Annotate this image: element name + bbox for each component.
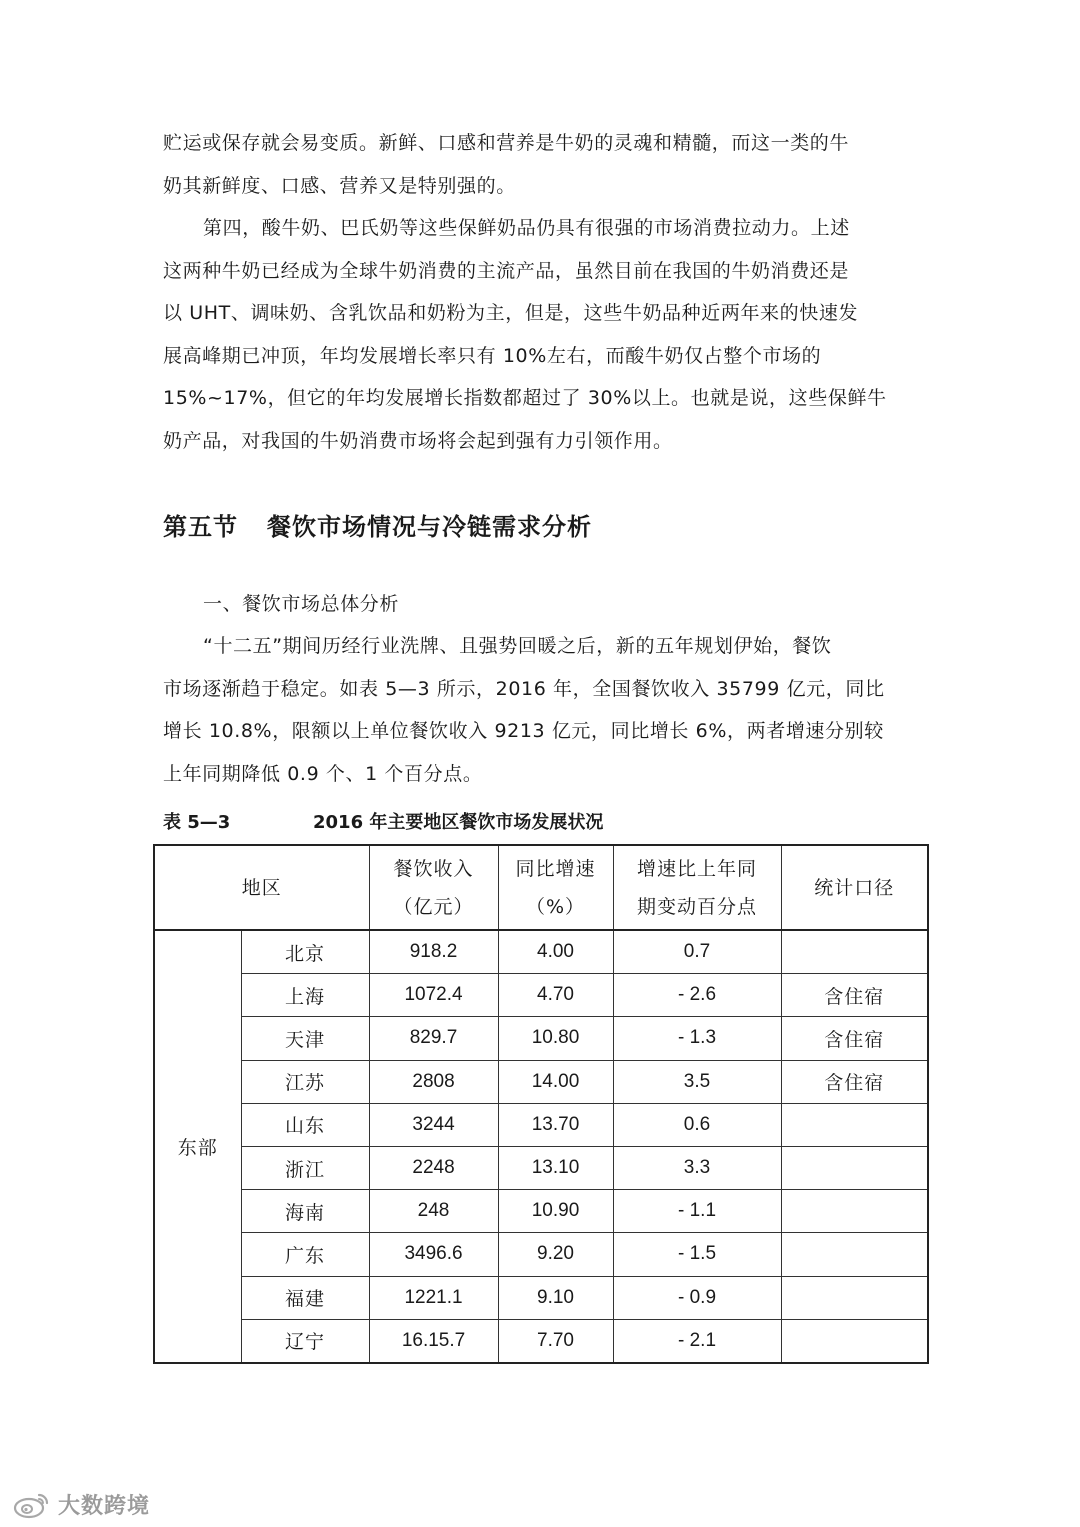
cell-revenue: 918.2 bbox=[369, 930, 498, 974]
cell-revenue: 16.15.7 bbox=[369, 1319, 498, 1363]
cell-revenue: 1221.1 bbox=[369, 1276, 498, 1319]
region-group-east: 东部 bbox=[154, 930, 241, 1363]
cell-city: 北京 bbox=[241, 930, 369, 974]
cell-revenue: 1072.4 bbox=[369, 974, 498, 1017]
cell-revenue: 3244 bbox=[369, 1103, 498, 1146]
cell-city: 山东 bbox=[241, 1103, 369, 1146]
header-scope: 统计口径 bbox=[781, 845, 928, 930]
table-row bbox=[154, 930, 928, 974]
text-line: “十二五”期间历经行业洗牌、且强势回暖之后，新的五年规划伊始，餐饮 bbox=[203, 635, 832, 657]
cell-change: - 1.5 bbox=[613, 1233, 781, 1276]
cell-growth: 10.90 bbox=[498, 1190, 613, 1233]
watermark bbox=[12, 1486, 150, 1522]
text-line: 贮运或保存就会易变质。新鲜、口感和营养是牛奶的灵魂和精髓，而这一类的牛 bbox=[163, 132, 850, 154]
cell-scope bbox=[781, 1276, 928, 1319]
header-revenue-line2: （亿元） bbox=[393, 895, 474, 918]
header-change-line2: 期变动百分点 bbox=[637, 895, 758, 918]
paragraph-milk-freshness bbox=[163, 122, 919, 207]
cell-city: 广东 bbox=[241, 1233, 369, 1276]
cell-city: 海南 bbox=[241, 1190, 369, 1233]
cell-change: - 0.9 bbox=[613, 1276, 781, 1319]
cell-city: 江苏 bbox=[241, 1060, 369, 1103]
cell-change: - 1.1 bbox=[613, 1190, 781, 1233]
text-line: 第四，酸牛奶、巴氏奶等这些保鲜奶品仍具有很强的市场消费拉动力。上述 bbox=[203, 217, 850, 239]
cell-revenue: 2808 bbox=[369, 1060, 498, 1103]
cell-revenue: 248 bbox=[369, 1190, 498, 1233]
paragraph-yogurt-pasteurized bbox=[163, 207, 919, 462]
table-row bbox=[154, 974, 928, 1017]
cell-city: 天津 bbox=[241, 1017, 369, 1060]
watermark-text: 大数跨境 bbox=[58, 1493, 151, 1519]
table-row bbox=[154, 1017, 928, 1060]
cell-change: - 2.6 bbox=[613, 974, 781, 1017]
section-title bbox=[163, 505, 592, 549]
table-header-row bbox=[154, 845, 928, 930]
cell-change: - 2.1 bbox=[613, 1319, 781, 1363]
text-line: 奶产品，对我国的牛奶消费市场将会起到强有力引领作用。 bbox=[163, 429, 673, 452]
table-row bbox=[154, 1103, 928, 1146]
header-region: 地区 bbox=[154, 845, 369, 930]
table-row bbox=[154, 1276, 928, 1319]
header-growth-line1: 同比增速 bbox=[515, 857, 596, 880]
text-line: 以 UHT、调味奶、含乳饮品和奶粉为主，但是，这些牛奶品种近两年来的快速发 bbox=[163, 302, 859, 324]
cell-growth: 9.20 bbox=[498, 1233, 613, 1276]
text-line: 上年同期降低 0.9 个、1 个百分点。 bbox=[163, 762, 483, 785]
cell-growth: 13.70 bbox=[498, 1103, 613, 1146]
cell-change: - 1.3 bbox=[613, 1017, 781, 1060]
table-row bbox=[154, 1190, 928, 1233]
table-row bbox=[154, 1146, 928, 1189]
subheading: 一、餐饮市场总体分析 bbox=[203, 593, 400, 615]
paragraph-catering-market bbox=[163, 625, 919, 795]
table-row bbox=[154, 1319, 928, 1363]
text-line: 15%~17%，但它的年均发展增长指数都超过了 30%以上。也就是说，这些保鲜牛 bbox=[163, 387, 887, 409]
cell-revenue: 2248 bbox=[369, 1146, 498, 1189]
cell-scope: 含住宿 bbox=[781, 1060, 928, 1103]
cell-scope bbox=[781, 1233, 928, 1276]
header-change-line1: 增速比上年同 bbox=[637, 857, 758, 880]
header-revenue bbox=[369, 845, 498, 930]
cell-revenue: 829.7 bbox=[369, 1017, 498, 1060]
cell-city: 福建 bbox=[241, 1276, 369, 1319]
cell-city: 辽宁 bbox=[241, 1319, 369, 1363]
header-growth bbox=[498, 845, 613, 930]
cell-growth: 7.70 bbox=[498, 1319, 613, 1363]
table-title: 2016 年主要地区餐饮市场发展状况 bbox=[313, 812, 604, 833]
cell-growth: 13.10 bbox=[498, 1146, 613, 1189]
table-number: 表 5—3 bbox=[163, 812, 231, 833]
cell-change: 3.5 bbox=[613, 1060, 781, 1103]
weibo-logo-icon bbox=[12, 1489, 52, 1519]
section-heading: 餐饮市场情况与冷链需求分析 bbox=[267, 513, 592, 541]
table-caption bbox=[163, 806, 603, 840]
cell-scope bbox=[781, 1146, 928, 1189]
cell-revenue: 3496.6 bbox=[369, 1233, 498, 1276]
cell-growth: 14.00 bbox=[498, 1060, 613, 1103]
cell-growth: 10.80 bbox=[498, 1017, 613, 1060]
table-row bbox=[154, 1233, 928, 1276]
cell-growth: 4.00 bbox=[498, 930, 613, 974]
text-line: 增长 10.8%，限额以上单位餐饮收入 9213 亿元，同比增长 6%，两者增速分别较 bbox=[163, 720, 884, 742]
catering-market-table bbox=[153, 844, 929, 1364]
cell-scope bbox=[781, 1319, 928, 1363]
text-line: 市场逐渐趋于稳定。如表 5—3 所示，2016 年，全国餐饮收入 35799 亿元，同比 bbox=[163, 677, 885, 700]
cell-change: 0.7 bbox=[613, 930, 781, 974]
header-revenue-line1: 餐饮收入 bbox=[393, 857, 474, 880]
cell-growth: 9.10 bbox=[498, 1276, 613, 1319]
cell-city: 上海 bbox=[241, 974, 369, 1017]
text-line: 奶其新鲜度、口感、营养又是特别强的。 bbox=[163, 174, 516, 197]
cell-city: 浙江 bbox=[241, 1146, 369, 1189]
text-line: 展高峰期已冲顶，年均发展增长率只有 10%左右，而酸牛奶仅占整个市场的 bbox=[163, 344, 822, 367]
cell-scope bbox=[781, 1190, 928, 1233]
cell-change: 3.3 bbox=[613, 1146, 781, 1189]
header-growth-line2: （%） bbox=[525, 895, 586, 918]
cell-scope bbox=[781, 1103, 928, 1146]
cell-growth: 4.70 bbox=[498, 974, 613, 1017]
cell-change: 0.6 bbox=[613, 1103, 781, 1146]
table-row bbox=[154, 1060, 928, 1103]
cell-scope: 含住宿 bbox=[781, 974, 928, 1017]
section-number: 第五节 bbox=[163, 513, 238, 541]
cell-scope: 含住宿 bbox=[781, 1017, 928, 1060]
header-change bbox=[613, 845, 781, 930]
cell-scope bbox=[781, 930, 928, 974]
text-line: 这两种牛奶已经成为全球牛奶消费的主流产品，虽然目前在我国的牛奶消费还是 bbox=[163, 259, 850, 282]
